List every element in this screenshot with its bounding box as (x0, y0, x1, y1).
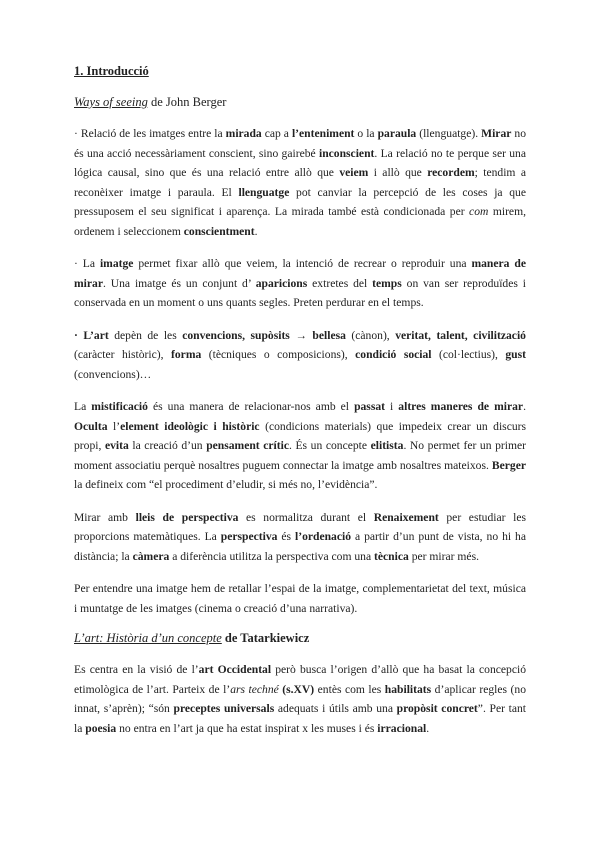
bold-term: gust (505, 348, 526, 361)
text-run: . No permet fer un primer moment associatiu perquè nosaltres puguem connectar la imatge amb nosaltres mateixos. (74, 439, 526, 472)
bold-term: convencions, supòsits → bellesa (182, 328, 346, 342)
italic-term: com (469, 205, 489, 218)
text-run: Mirar amb (74, 510, 136, 524)
bold-term: tècnica (374, 549, 409, 563)
subheading-tatarkiewicz (74, 631, 526, 646)
text-run: a diferència utilitza la perspectiva com una (169, 549, 375, 563)
text-run: extretes del (307, 276, 373, 290)
bold-term: veritat, talent, civilització (395, 328, 526, 342)
bold-term: altres maneres de mirar (398, 400, 524, 413)
paragraphs-berger (74, 124, 526, 618)
bold-term: recordem (427, 166, 475, 179)
text-run: on van ser reproduïdes i conservada en un moment o uns quants segles. Preten perdurar en el temps. (74, 276, 526, 309)
bold-term: llenguatge (238, 185, 290, 199)
paragraph (74, 397, 526, 495)
italic-term: ars techné (230, 682, 279, 696)
text-run: . És un concepte (289, 439, 371, 452)
text-run: l’ (107, 419, 121, 433)
text-run: (col·lectius), (431, 348, 506, 361)
paragraph (74, 660, 526, 738)
paragraph (74, 254, 526, 313)
text-run: . La relació no te perque ser una lógica causal, sino que és una relació entre allò que (74, 146, 527, 179)
text-run: . (426, 721, 430, 735)
bold-term: l’ordenació (294, 530, 352, 543)
bold-term: manera de mirar (74, 257, 526, 290)
text-run: (caràcter històric), (74, 348, 172, 361)
bold-term: aparicions (255, 276, 308, 290)
bold-term: veiem (339, 166, 369, 179)
bold-term: inconscient (318, 146, 375, 160)
bold-term: preceptes universals (173, 702, 275, 715)
text-run: i (385, 400, 399, 413)
bold-term: Oculta (74, 419, 108, 433)
text-run: no és una acció necessàriament conscient, sino gairebé (74, 127, 526, 160)
text-run: ; tendim a reconèixer imatge i paraula. El (74, 166, 526, 199)
subheading-berger (74, 95, 526, 110)
bold-term: art Occidental (198, 663, 272, 676)
bold-term: elitista (370, 439, 404, 452)
text-run: mirem, ordenem i seleccionem (74, 205, 526, 238)
bold-term: element ideològic i històric (120, 419, 260, 433)
bold-term: habilitats (384, 682, 432, 696)
text-run: pot canviar la percepció de les coses ja que pressuposem el seu significat i aparença. La mirada també està condicionada per (74, 185, 526, 218)
book-title: Ways of seeing (74, 95, 148, 109)
text-run: (convencions)… (74, 367, 152, 381)
text-run: · Relació de les imatges entre la (74, 127, 226, 140)
text-run: és una manera de relacionar-nos amb el (147, 400, 355, 413)
paragraphs-tatarkiewicz (74, 660, 526, 738)
text-run: ”. Per tant la (74, 702, 526, 735)
bold-term: (s.XV) (282, 682, 315, 696)
text-run: Per entendre una imatge hem de retallar l’espai de la imatge, complementarietat del text, música i muntatge de les imatges (cinema o creació d’una narrativa). (74, 582, 526, 615)
bold-term: irracional (377, 721, 427, 735)
paragraph (74, 124, 526, 241)
text-run: és (277, 530, 295, 543)
text-run: i allò que (368, 166, 428, 179)
bold-term: · L’art (74, 328, 109, 342)
text-run: cap a (261, 127, 292, 140)
bold-term: Renaixement (373, 510, 439, 524)
text-run: permet fixar allò que veiem, la intenció de recrear o reproduir una (133, 257, 472, 270)
book-author: de John Berger (147, 95, 227, 109)
text-run: o la (354, 127, 378, 140)
bold-term: mirada (225, 127, 262, 140)
text-run: (condicions materials) que impedeix crear un discurs propi, (74, 419, 527, 452)
bold-term: mistificació (91, 400, 148, 413)
bold-term: l’enteniment (291, 127, 355, 140)
text-run: adequats i útils amb una (274, 702, 397, 715)
bold-term: evita (104, 439, 129, 452)
bold-term: Mirar (481, 127, 512, 140)
text-run: la creació d’un (128, 439, 207, 452)
paragraph (74, 326, 526, 385)
text-run: (llenguatge). (416, 127, 482, 140)
bold-term: condició social (355, 348, 432, 361)
bold-term: passat (354, 400, 385, 413)
book-author-2: de Tatarkiewicz (221, 631, 310, 645)
book-title-2: L’art: Història d’un concepte (74, 631, 222, 645)
text-run: Es centra en la visió de l’ (74, 663, 199, 676)
text-run: · La (74, 257, 100, 270)
paragraph (74, 579, 526, 618)
bold-term: paraula (377, 127, 417, 140)
text-run: La (74, 400, 92, 413)
text-run: d’aplicar regles (no innat, s’aprèn); “són (74, 682, 526, 715)
document-body (74, 64, 526, 751)
text-run: depèn de les (108, 328, 183, 342)
text-run: per mirar més. (408, 549, 479, 563)
bold-term: imatge (99, 257, 134, 270)
text-run: no entra en l’art ja que ha estat inspirat x les muses i és (116, 721, 378, 735)
bold-term: càmera (132, 549, 170, 563)
text-run: . Una imatge és un conjunt d’ (102, 276, 256, 290)
section-heading: 1. Introducció (74, 64, 149, 78)
bold-term: propòsit concret (396, 702, 478, 715)
bold-term: forma (171, 348, 202, 361)
text-run: la defineix com “el procediment d’eludir, si més no, l’evidència”. (74, 478, 378, 491)
text-run: però busca l’origen d’allò que ha basat la concepció etimològica de l’art. Parteix de l’ (74, 663, 526, 696)
text-run: entès com les (314, 682, 385, 696)
bold-term: temps (372, 276, 402, 290)
text-run: (cànon), (345, 328, 396, 342)
text-run: . (254, 224, 258, 238)
bold-term: conscientment (183, 224, 255, 238)
bold-term: perspectiva (220, 530, 278, 543)
text-run: es normalitza durant el (238, 510, 374, 524)
bold-term: lleis de perspectiva (135, 510, 239, 524)
text-run: per estudiar les proporcions matemàtiques. La (74, 510, 526, 543)
text-run: a partir d’un punt de vista, no hi ha distància; la (74, 530, 526, 563)
text-run: . (523, 400, 526, 413)
bold-term: poesia (85, 721, 117, 735)
bold-term: pensament crític (206, 439, 289, 452)
text-run: (tècniques o composicions), (201, 348, 356, 361)
paragraph (74, 508, 526, 567)
bold-term: Berger (491, 458, 526, 472)
